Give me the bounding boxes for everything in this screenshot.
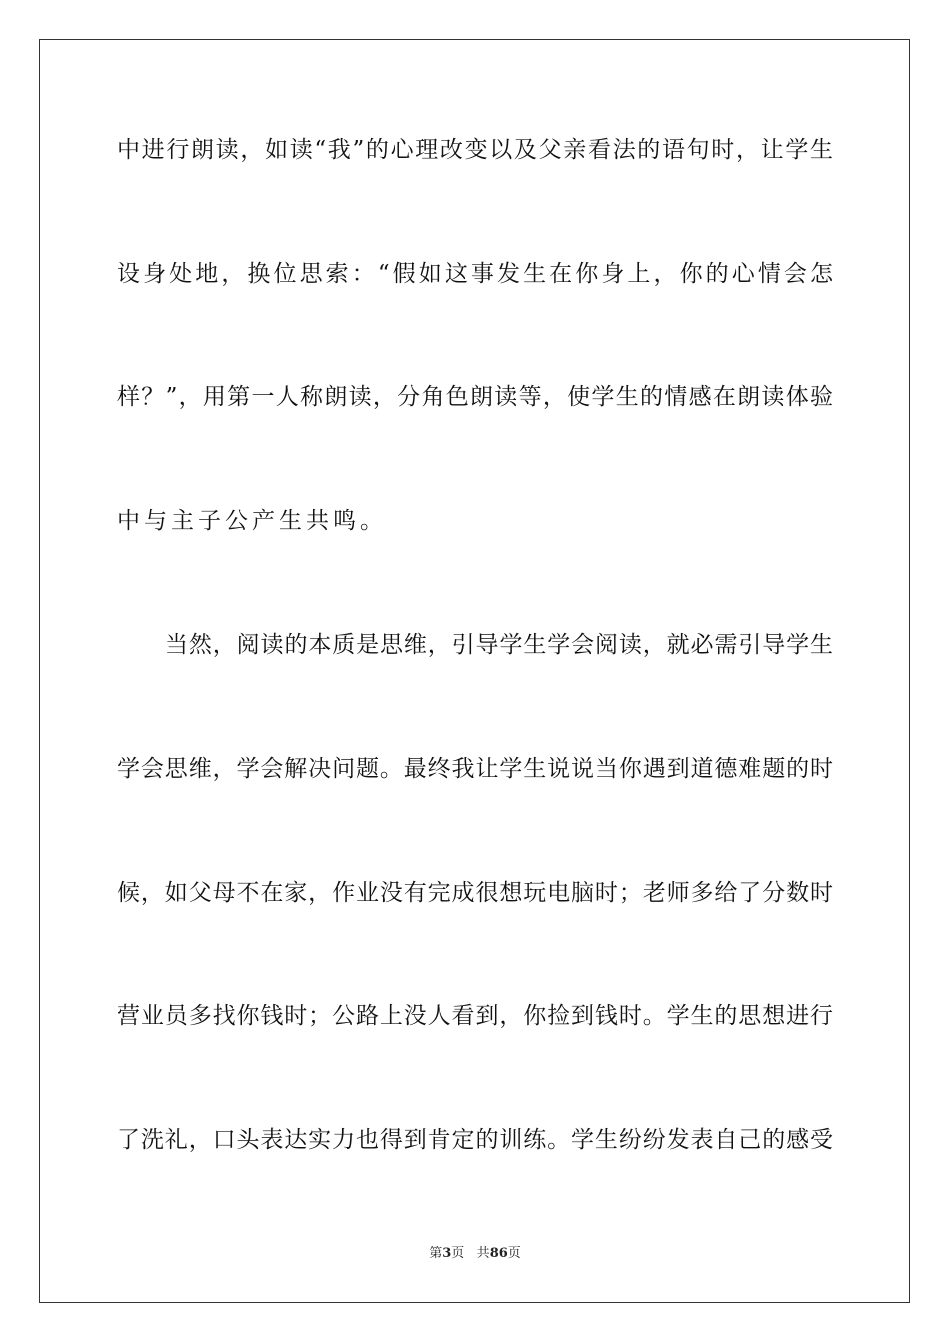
- page-suffix: 页: [451, 1246, 465, 1261]
- text-line: 样？”，用第一人称朗读，分角色朗读等，使学生的情感在朗读体验: [117, 384, 833, 410]
- text-line: 了洗礼，口头表达实力也得到肯定的训练。学生纷纷发表自己的感受: [117, 1127, 833, 1153]
- text-line: 设身处地，换位思索：“假如这事发生在你身上，你的心情会怎: [117, 261, 833, 287]
- total-suffix: 页: [507, 1246, 521, 1261]
- total-pages: 86: [489, 1246, 508, 1261]
- page-number: 3: [442, 1246, 452, 1261]
- total-prefix: 共: [476, 1246, 490, 1261]
- page-footer: [0, 1245, 950, 1263]
- page-border: [39, 39, 910, 1303]
- text-line: 学会思维，学会解决问题。最终我让学生说说当你遇到道德难题的时: [117, 756, 833, 782]
- page-prefix: 第: [429, 1246, 443, 1261]
- text-line: 中进行朗读，如读“我”的心理改变以及父亲看法的语句时，让学生: [117, 137, 833, 163]
- paragraph-first-line: 当然，阅读的本质是思维，引导学生学会阅读，就必需引导学生: [165, 632, 833, 658]
- text-line: 中与主子公产生共鸣。: [117, 508, 387, 534]
- text-line: 营业员多找你钱时；公路上没人看到，你捡到钱时。学生的思想进行: [117, 1003, 833, 1029]
- text-line: 候，如父母不在家，作业没有完成很想玩电脑时；老师多给了分数时: [117, 880, 833, 906]
